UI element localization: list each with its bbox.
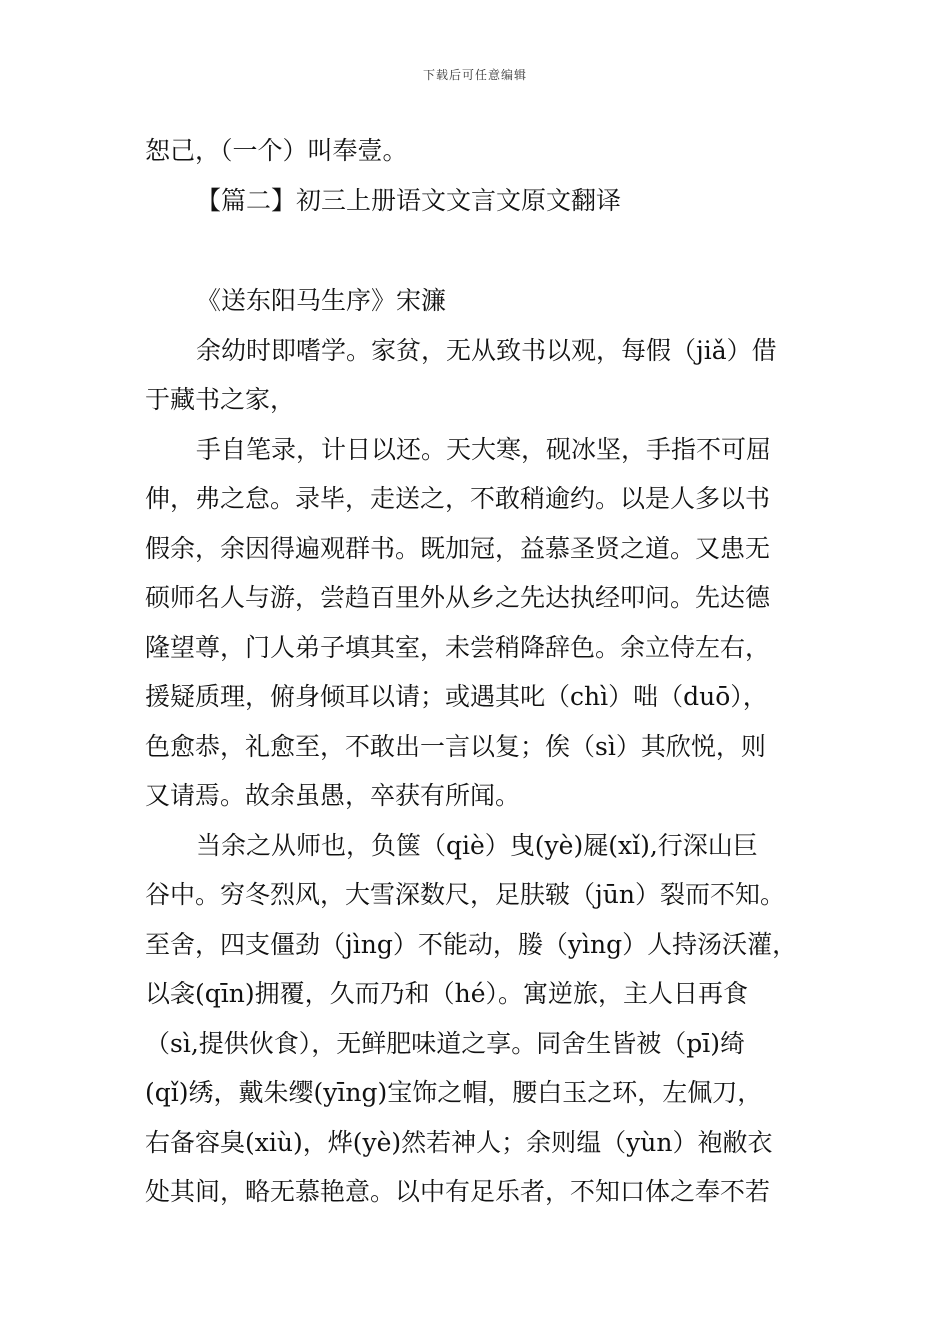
text-line: 当余之从师也，负箧（qiè）曳(yè)屣(xǐ),行深山巨 xyxy=(196,831,758,860)
text-line: 隆望尊，门人弟子填其室，未尝稍降辞色。余立侍左右， xyxy=(145,633,771,662)
text-line: 至舍，四支僵劲（jìng）不能动，媵（yìng）人持汤沃灌， xyxy=(145,930,798,959)
text-line: 伸，弗之怠。录毕，走送之，不敢稍逾约。以是人多以书 xyxy=(145,484,771,513)
text-line: 色愈恭，礼愈至，不敢出一言以复；俟（sì）其欣悦，则 xyxy=(145,732,766,761)
text-line: 以衾(qīn)拥覆，久而乃和（hé）。寓逆旅，主人日再食 xyxy=(145,979,749,1008)
text-line: 谷中。穷冬烈风，大雪深数尺，足肤皲（jūn）裂而不知。 xyxy=(145,880,785,909)
text-line: 援疑质理，俯身倾耳以请；或遇其叱（chì）咄（duō）， xyxy=(145,682,768,711)
text-line: 恕己，（一个）叫奉壹。 xyxy=(145,136,408,165)
text-line: 余幼时即嗜学。家贫，无从致书以观，每假（jiǎ）借 xyxy=(196,336,777,365)
article-title: 《送东阳马生序》宋濂 xyxy=(196,286,447,315)
page-header: 下载后可任意编辑 xyxy=(422,68,527,82)
text-line: （sì,提供伙食），无鲜肥味道之享。同舍生皆被（pī)绮 xyxy=(145,1029,746,1058)
text-line: (qǐ)绣，戴朱缨(yīng)宝饰之帽，腰白玉之环，左佩刀， xyxy=(145,1078,763,1107)
section-title: 【篇二】初三上册语文文言文原文翻译 xyxy=(196,186,622,215)
text-line: 假余，余因得遍观群书。既加冠，益慕圣贤之道。又患无 xyxy=(145,534,771,563)
text-line: 处其间，略无慕艳意。以中有足乐者，不知口体之奉不若 xyxy=(145,1177,771,1206)
text-line: 又请焉。故余虽愚，卒获有所闻。 xyxy=(145,781,521,810)
text-line: 硕师名人与游，尝趋百里外从乡之先达执经叩问。先达德 xyxy=(145,583,771,612)
text-line: 于藏书之家， xyxy=(145,385,296,414)
text-line: 手自笔录，计日以还。天大寒，砚冰坚，手指不可屈 xyxy=(196,435,772,464)
text-line: 右备容臭(xiù)，烨(yè)然若神人；余则缊（yùn）袍敝衣 xyxy=(145,1128,773,1157)
